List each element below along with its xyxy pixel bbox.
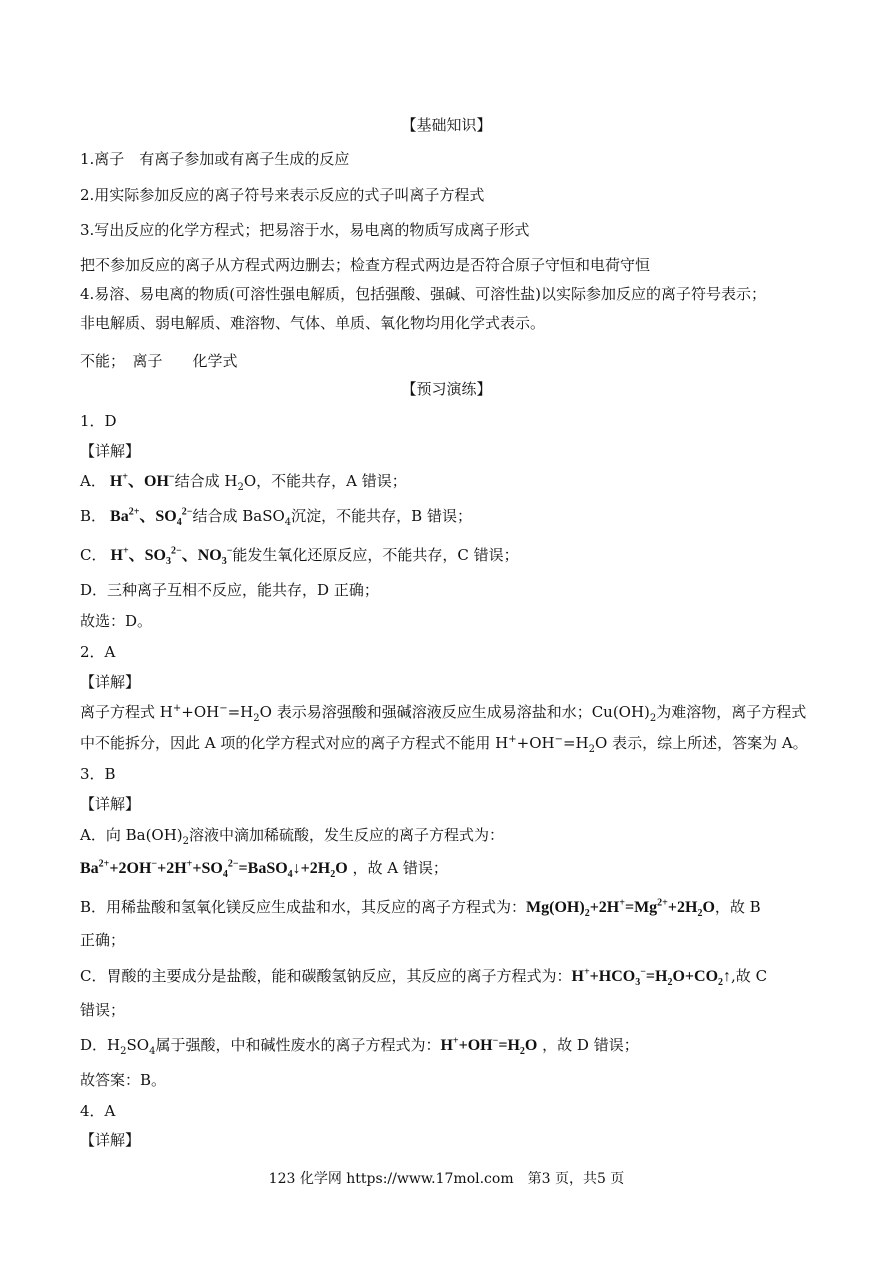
equation-a: $Ba^{2+}+2OH^-+2H^++SO_4^{2-}=BaSO_4↓+2H_2O$ <box>80 858 348 881</box>
page-footer: 123 化学网 https://www.17mol.com 第3 页，共5 页 <box>268 1171 625 1187</box>
equation-d: $H^++OH^-=H_2O$ <box>440 1035 538 1058</box>
basics-item-1: 1.离子 有离子参加或有离子生成的反应 <box>80 150 350 168</box>
q2-answer: 2．A <box>80 643 116 661</box>
section-heading-basics: 【基础知识】 <box>401 116 492 134</box>
basics-item-3-cont: 把不参加反应的离子从方程式两边删去；检查方程式两边是否符合原子守恒和电荷守恒 <box>80 256 651 274</box>
q1-conclusion: 故选：D。 <box>80 612 153 630</box>
q3-option-b-cont: 正确； <box>80 931 126 949</box>
q2-explanation-line2: 中不能拆分，因此 A 项的化学方程式对应的离子方程式不能用 $H^++OH^-=H_2O$ 表示，综上所述，答案为 A。 <box>80 734 808 755</box>
section-heading-practice: 【预习演练】 <box>401 380 492 398</box>
q3-detail-label: 【详解】 <box>80 795 141 813</box>
basics-item-3: 3.写出反应的化学方程式；把易溶于水，易电离的物质写成离子形式 <box>80 221 530 239</box>
basics-item-2: 2.用实际参加反应的离子符号来表示反应的式子叫离子方程式 <box>80 186 485 204</box>
up-arrow-icon: ↑ <box>723 968 732 985</box>
formula-b: $Ba^{2+}$、$SO_4^{2-}$ <box>106 506 193 529</box>
q1-option-c: C． H+、$SO_3^{2-}$、$NO_3^-$能发生氧化还原反应，不能共存，C 错误； <box>80 545 519 568</box>
formula-c: H+、$SO_3^{2-}$、$NO_3^-$ <box>106 545 233 568</box>
down-arrow-icon: ↓ <box>292 860 301 877</box>
q4-detail-label: 【详解】 <box>80 1131 141 1149</box>
q1-detail-label: 【详解】 <box>80 442 141 460</box>
q1-answer: 1．D <box>80 412 117 430</box>
q1-option-a: A． H+、OH−结合成 $H_2O$，不能共存，A 错误； <box>80 471 407 493</box>
q1-option-d: D．三种离子互相不反应，能共存，D 正确； <box>80 581 379 599</box>
q3-option-c: C．胃酸的主要成分是盐酸，能和碳酸氢钠反应，其反应的离子方程式为：$H^++HCO_3^-=H_2O+CO_2↑$,故 C <box>80 966 768 989</box>
q2-explanation-line1: 离子方程式 $H^++OH^-=H_2O$ 表示易溶强酸和强碱溶液反应生成易溶盐和水；$Cu(OH)_2$为难溶物，离子方程式 <box>80 703 807 724</box>
q4-answer: 4．A <box>80 1102 116 1120</box>
q3-option-a: A．向 $Ba(OH)_2$溶液中滴加稀硫酸，发生反应的离子方程式为： <box>80 826 505 847</box>
q3-answer: 3．B <box>80 765 116 783</box>
basics-item-5: 不能； 离子 化学式 <box>80 352 238 370</box>
basics-item-4: 4.易溶、易电离的物质(可溶性强电解质，包括强酸、强碱、可溶性盐)以实际参加反应的离子符号表示； <box>80 285 767 303</box>
q3-option-c-cont: 错误； <box>80 1001 126 1019</box>
formula-a: H+、OH− <box>105 471 175 490</box>
q2-detail-label: 【详解】 <box>80 673 141 691</box>
q1-option-b: B． $Ba^{2+}$、$SO_4^{2-}$结合成 BaSO$_4$沉淀，不能共存，B 错误； <box>80 506 472 529</box>
q3-option-a-equation: $Ba^{2+}+2OH^-+2H^++SO_4^{2-}=BaSO_4↓+2H_2O$ ，故 A 错误； <box>80 858 448 881</box>
q3-option-d: D．$H_2SO_4$属于强酸，中和碱性废水的离子方程式为：$H^++OH^-=H_2O$ ，故 D 错误； <box>80 1035 639 1058</box>
q3-option-b: B．用稀盐酸和氢氧化镁反应生成盐和水，其反应的离子方程式为：$Mg(OH)_2+2H^+=Mg^{2+}+2H_2O$，故 B <box>80 897 761 920</box>
basics-item-4-cont: 非电解质、弱电解质、难溶物、气体、单质、氧化物均用化学式表示。 <box>80 314 546 332</box>
equation-b: $Mg(OH)_2+2H^+=Mg^{2+}+2H_2O$ <box>526 897 715 920</box>
q3-conclusion: 故答案：B。 <box>80 1071 167 1089</box>
equation-c: $H^++HCO_3^-=H_2O+CO_2↑$ <box>571 966 732 989</box>
